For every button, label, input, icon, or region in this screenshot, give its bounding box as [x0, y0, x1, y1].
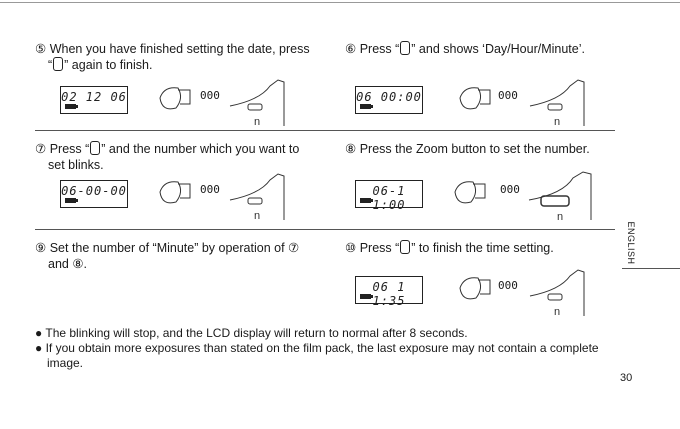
step-9-number: ⑨ [35, 241, 47, 255]
step-8-line: Press the Zoom button to set the number. [359, 142, 590, 156]
lcd-digits: 06 1 1:35 [372, 280, 406, 308]
notes [35, 326, 635, 371]
battery-icon [360, 104, 371, 109]
step-9-text [35, 240, 335, 272]
language-tab-label: ENGLISH [626, 221, 636, 265]
camera-illustration-6 [450, 78, 600, 128]
step-8-number: ⑧ [345, 142, 357, 156]
svg-text:n: n [254, 210, 261, 222]
battery-icon [65, 104, 76, 109]
note-2: ● If you obtain more exposures than stated on the film pack, the last exposure may not contain a complete [35, 341, 599, 355]
camera-counter-6: 000 [498, 89, 518, 102]
set-button-icon [400, 240, 410, 254]
step-5-line2: ” again to finish. [64, 58, 153, 72]
svg-text:n: n [554, 116, 561, 128]
step-7-pre: Press “ [49, 142, 90, 156]
step-5-line1: When you have finished setting the date, press [49, 42, 310, 56]
camera-counter-7: 000 [200, 183, 220, 196]
note-2-cont-text: image. [47, 356, 84, 370]
note-2-text: If you obtain more exposures than stated on the film pack, the last exposure may not contain a complete [45, 341, 599, 355]
step-7-lcd [60, 180, 128, 208]
camera-illustration-10 [450, 268, 600, 318]
step-5-quote-open: “ [48, 58, 53, 72]
camera-counter-10: 000 [498, 279, 518, 292]
step-10-text [345, 240, 625, 256]
step-6-text [345, 41, 635, 57]
step-8-text [345, 141, 635, 157]
step-7-number: ⑦ [35, 142, 47, 156]
set-button-icon [53, 57, 63, 71]
camera-counter-5: 000 [200, 89, 220, 102]
step-6-number: ⑥ [345, 42, 357, 56]
lcd-digits: 06 00:00 [356, 90, 422, 104]
note-1: ● The blinking will stop, and the LCD display will return to normal after 8 seconds. [35, 326, 468, 340]
step-10-number: ⑩ [345, 241, 357, 255]
language-tab [623, 221, 639, 265]
svg-text:n: n [554, 306, 561, 318]
lcd-digits: 06-00-00 [61, 184, 127, 198]
battery-icon [65, 198, 76, 203]
step-5-lcd [60, 86, 128, 114]
step-10-post: ” to finish the time setting. [411, 241, 554, 255]
step-8-lcd [355, 180, 423, 212]
step-9-line2: and ⑧. [48, 257, 88, 271]
step-6-lcd [355, 86, 423, 114]
step-5-text [35, 41, 325, 73]
camera-counter-8: 000 [500, 183, 520, 196]
step-10-lcd [355, 276, 423, 308]
lcd-digits: 06-1 1:00 [372, 184, 406, 212]
note-2-cont [35, 356, 635, 371]
step-9-line1: Set the number of “Minute” by operation of ⑦ [49, 241, 300, 255]
camera-letter: n [254, 116, 261, 128]
note-1-text: The blinking will stop, and the LCD display will return to normal after 8 seconds. [45, 326, 468, 340]
divider-2 [35, 229, 615, 230]
top-rule [0, 2, 680, 3]
step-7-line2: set blinks. [48, 158, 104, 172]
step-7-post: ” and the number which you want to [101, 142, 300, 156]
camera-illustration-5 [150, 78, 300, 128]
camera-illustration-7 [150, 172, 300, 222]
step-10-pre: Press “ [359, 241, 400, 255]
set-button-icon [90, 141, 100, 155]
step-6-pre: Press “ [359, 42, 400, 56]
language-tab-rule [622, 268, 680, 269]
battery-icon [360, 294, 371, 299]
camera-illustration-8 [445, 170, 615, 224]
step-6-post: ” and shows ‘Day/Hour/Minute’. [411, 42, 585, 56]
svg-text:n: n [557, 211, 564, 223]
divider-1 [35, 130, 615, 131]
battery-icon [360, 198, 371, 203]
mode-button-icon [400, 41, 410, 55]
page-number: 30 [620, 372, 633, 384]
step-5-number: ⑤ [35, 42, 47, 56]
lcd-digits: 02 12 06 [61, 90, 127, 104]
step-7-text [35, 141, 325, 173]
